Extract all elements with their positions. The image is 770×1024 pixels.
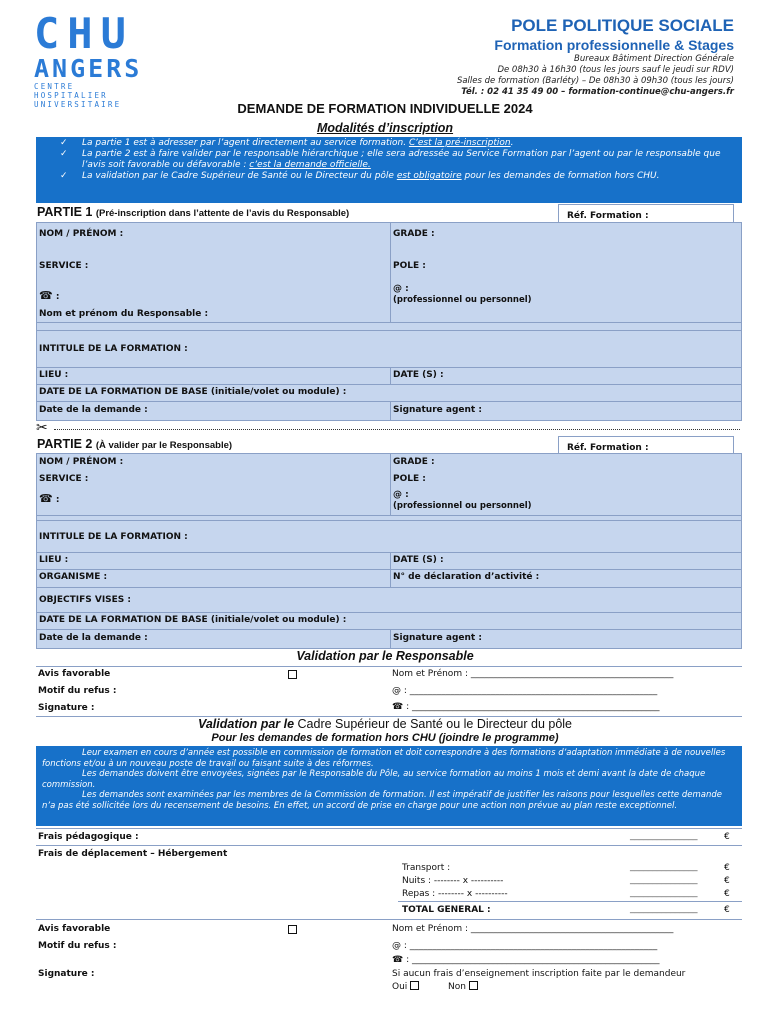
cadre-validation-block: [36, 920, 742, 996]
cadre-phone[interactable]: [392, 955, 660, 965]
frais-pedagogique[interactable]: Frais pédagogique :: [38, 832, 139, 842]
resp-nom[interactable]: Nom et Prénom : _____________________________________________: [392, 669, 674, 679]
part2-datebase-row: [37, 613, 741, 630]
part2-objectifs-row: [37, 588, 741, 613]
part1-email[interactable]: @ :: [393, 284, 409, 294]
part2-email[interactable]: @ :: [393, 490, 409, 500]
cadre-motif[interactable]: Motif du refus :: [38, 941, 117, 951]
cadre-nom[interactable]: Nom et Prénom : _____________________________________________: [392, 924, 674, 934]
oui-option[interactable]: [392, 981, 419, 992]
part1-sub: (Pré-inscription dans l’attente de l’avis du Responsable): [95, 208, 350, 219]
euro-sign: €: [724, 905, 730, 915]
part1-lieu-row: [37, 368, 741, 385]
part1-sign-row: [37, 402, 741, 421]
oui-checkbox[interactable]: [410, 981, 419, 990]
part2-title: [37, 437, 232, 451]
cadre-email[interactable]: @ : _______________________________________________________: [392, 941, 658, 951]
validation-cadre-title: [0, 717, 770, 731]
label: :: [55, 495, 60, 505]
resp-email[interactable]: @ : _______________________________________________________: [392, 686, 658, 696]
part1-date-demande[interactable]: Date de la demande :: [39, 405, 148, 415]
repas-label[interactable]: Repas : -------- x ----------: [402, 889, 508, 899]
total-blank[interactable]: _______________: [630, 904, 698, 914]
euro-sign: €: [724, 863, 730, 873]
oui-label: Oui: [392, 982, 408, 992]
cadre-info-p1: Leur examen en cours d’année est possible en commission de formation et doit correspondre à des formations d’adaptation immédiate à de nouvelles fonctions et/ou à un nouveau poste de travail ou faisant suite à des réformes.: [42, 748, 726, 769]
logo-centre: CENTRE HOSPITALIER: [34, 82, 108, 100]
resp-avis-checkbox[interactable]: [288, 670, 297, 679]
part1-intitule-row: [37, 330, 741, 368]
part1-ref-field[interactable]: Réf. Formation :: [558, 204, 734, 228]
header-title: POLE POLITIQUE SOCIALE: [511, 16, 734, 35]
non-label: Non: [448, 982, 466, 992]
part2-pole[interactable]: POLE :: [393, 474, 426, 484]
text: La validation par le Cadre Supérieur de Santé ou le Directeur du pôle: [82, 171, 397, 181]
part2-organisme-row: [37, 570, 741, 588]
part2-organisme[interactable]: ORGANISME :: [39, 572, 108, 582]
part1-service[interactable]: SERVICE :: [39, 261, 89, 271]
logo-angers: ANGERS: [34, 54, 143, 83]
part1-responsable[interactable]: Nom et prénom du Responsable :: [39, 309, 209, 319]
part1-date-base[interactable]: DATE DE LA FORMATION DE BASE (initiale/volet ou module) :: [39, 387, 347, 397]
part2-intitule[interactable]: INTITULE DE LA FORMATION :: [39, 532, 188, 542]
header-line2: De 08h30 à 16h30 (tous les jours sauf le jeudi sur RDV): [497, 65, 734, 75]
modalites-item-2: [36, 149, 742, 171]
total-general: TOTAL GENERAL :: [402, 905, 491, 915]
phone-icon: ☎: [39, 289, 53, 302]
title-part-a: Validation par le: [197, 717, 298, 731]
label: :: [55, 292, 60, 302]
transport-blank[interactable]: _______________: [630, 862, 698, 872]
phone-icon: ☎: [39, 492, 53, 505]
label: : _______________________________________________________: [406, 955, 660, 965]
text: .: [510, 138, 514, 148]
header-line3: Salles de formation (Barléty) – De 08h30 à 09h30 (tous les jours): [456, 76, 734, 86]
header-line4: Tél. : 02 41 35 49 00 – formation-continue@chu-angers.fr: [461, 87, 734, 97]
nuits-label[interactable]: Nuits : -------- x ----------: [402, 876, 504, 886]
part2-lieu-row: [37, 553, 741, 570]
part2-phone[interactable]: [39, 492, 59, 505]
part1-nom[interactable]: NOM / PRÉNOM :: [39, 229, 124, 239]
nuits-blank[interactable]: _______________: [630, 875, 698, 885]
cadre-avis-checkbox[interactable]: [288, 925, 297, 934]
frais-deplacement: Frais de déplacement – Hébergement: [38, 849, 228, 859]
part2-declaration[interactable]: N° de déclaration d’activité :: [393, 572, 540, 582]
check-icon: ✓: [60, 138, 68, 148]
text: pour les demandes de formation hors CHU.: [461, 171, 660, 181]
part1-grade[interactable]: GRADE :: [393, 229, 435, 239]
part1-label: PARTIE 1: [37, 205, 93, 219]
cadre-signature[interactable]: Signature :: [38, 969, 95, 979]
modalites-item-1: [36, 138, 742, 149]
cadre-note: Si aucun frais d’enseignement inscription faite par le demandeur: [392, 969, 686, 979]
doc-title: DEMANDE DE FORMATION INDIVIDUELLE 2024: [237, 101, 533, 116]
part2-identity: [37, 454, 741, 516]
part2-form: [36, 453, 742, 649]
link-text: est obligatoire: [396, 171, 462, 181]
validation-resp-block: [36, 666, 742, 717]
text: La partie 2 est à faire valider par le responsable hiérarchique ; elle sera adressée au Service Formation par l’agent ou par le responsable que l’avis soit favorable ou défavorable :: [82, 149, 721, 170]
part2-signature[interactable]: Signature agent :: [393, 633, 482, 643]
non-checkbox[interactable]: [469, 981, 478, 990]
text: La partie 1 est à adresser par l’agent directement au service formation.: [82, 138, 409, 148]
part2-sub: (À valider par le Responsable): [95, 440, 233, 451]
link-text: c’est la demande officielle.: [249, 160, 371, 170]
non-option[interactable]: [448, 981, 478, 992]
link-text: C’est la pré-inscription: [408, 138, 511, 148]
modalites-title: Modalités d’inscription: [316, 121, 454, 135]
logo-universitaire: UNIVERSITAIRE: [34, 100, 122, 109]
part1-datebase-row: [37, 385, 741, 402]
part2-lieu[interactable]: LIEU :: [39, 555, 69, 565]
modalites-box: [36, 137, 742, 203]
part2-ref-field[interactable]: Réf. Formation :: [558, 436, 734, 460]
title-part-b: Cadre Supérieur de Santé ou le Directeur du pôle: [297, 717, 573, 731]
part2-service[interactable]: SERVICE :: [39, 474, 89, 484]
chu-angers-logo: [34, 9, 154, 109]
part1-signature[interactable]: Signature agent :: [393, 405, 482, 415]
part1-pole[interactable]: POLE :: [393, 261, 426, 271]
euro-sign: €: [724, 889, 730, 899]
scissors-icon: ✂: [36, 420, 48, 436]
part1-form: [36, 222, 742, 421]
resp-avis-label: Avis favorable: [38, 669, 111, 679]
phone-icon: ☎: [392, 955, 404, 965]
cadre-info-p2: Les demandes doivent être envoyées, signées par le Responsable du Pôle, au service formation au moins 1 mois et demi avant la date de chaque commission.: [42, 769, 706, 790]
part1-dates[interactable]: DATE (S) :: [393, 370, 444, 380]
cadre-info-box: [36, 746, 742, 826]
frais-block: [36, 828, 742, 920]
header-subtitle: Formation professionnelle & Stages: [494, 37, 734, 53]
part2-nom[interactable]: NOM / PRÉNOM :: [39, 457, 124, 467]
frais-peda-blank[interactable]: _______________: [630, 831, 698, 841]
part2-date-base[interactable]: DATE DE LA FORMATION DE BASE (initiale/volet ou module) :: [39, 615, 347, 625]
transport-label: Transport :: [402, 863, 451, 873]
part2-objectifs[interactable]: OBJECTIFS VISES :: [39, 595, 132, 605]
modalites-item-3: [36, 171, 742, 182]
part2-sign-row: [37, 630, 741, 649]
label: : _______________________________________________________: [406, 702, 660, 712]
validation-resp-title: Validation par le Responsable: [296, 649, 474, 663]
check-icon: ✓: [60, 171, 68, 181]
part1-lieu[interactable]: LIEU :: [39, 370, 69, 380]
repas-blank[interactable]: _______________: [630, 888, 698, 898]
part2-label: PARTIE 2: [37, 437, 93, 451]
phone-icon: ☎: [392, 702, 404, 712]
part1-phone[interactable]: [39, 289, 59, 302]
check-icon: ✓: [60, 149, 68, 159]
resp-phone[interactable]: [392, 702, 660, 712]
euro-sign: €: [724, 876, 730, 886]
part1-title: [37, 205, 349, 219]
part1-identity: [37, 223, 741, 323]
part1-email-note: (professionnel ou personnel): [393, 295, 532, 305]
resp-signature[interactable]: Signature :: [38, 703, 95, 713]
logo-chu: CHU: [34, 9, 134, 58]
part2-email-note: (professionnel ou personnel): [393, 501, 532, 511]
validation-cadre-subtitle: Pour les demandes de formation hors CHU (joindre le programme): [211, 732, 559, 744]
euro-sign: €: [724, 832, 730, 842]
part2-dates[interactable]: DATE (S) :: [393, 555, 444, 565]
part2-grade[interactable]: GRADE :: [393, 457, 435, 467]
header-line1: Bureaux Bâtiment Direction Générale: [574, 54, 734, 64]
cadre-info-p3: Les demandes sont examinées par les membres de la Commission de formation. Il est impératif de justifier les raisons pour lesquelles cette demande n’a pas été sollicitée lors du recensement de besoins. En effet, un accord de prise en charge pour une action non prévue au plan reste exceptionnel.: [42, 790, 722, 811]
part2-date-demande[interactable]: Date de la demande :: [39, 633, 148, 643]
part2-intitule-row: [37, 520, 741, 553]
cadre-avis-label: Avis favorable: [38, 924, 111, 934]
part1-intitule[interactable]: INTITULE DE LA FORMATION :: [39, 344, 188, 354]
header-block: [457, 16, 734, 98]
resp-motif[interactable]: Motif du refus :: [38, 686, 117, 696]
cut-line: [54, 429, 740, 430]
